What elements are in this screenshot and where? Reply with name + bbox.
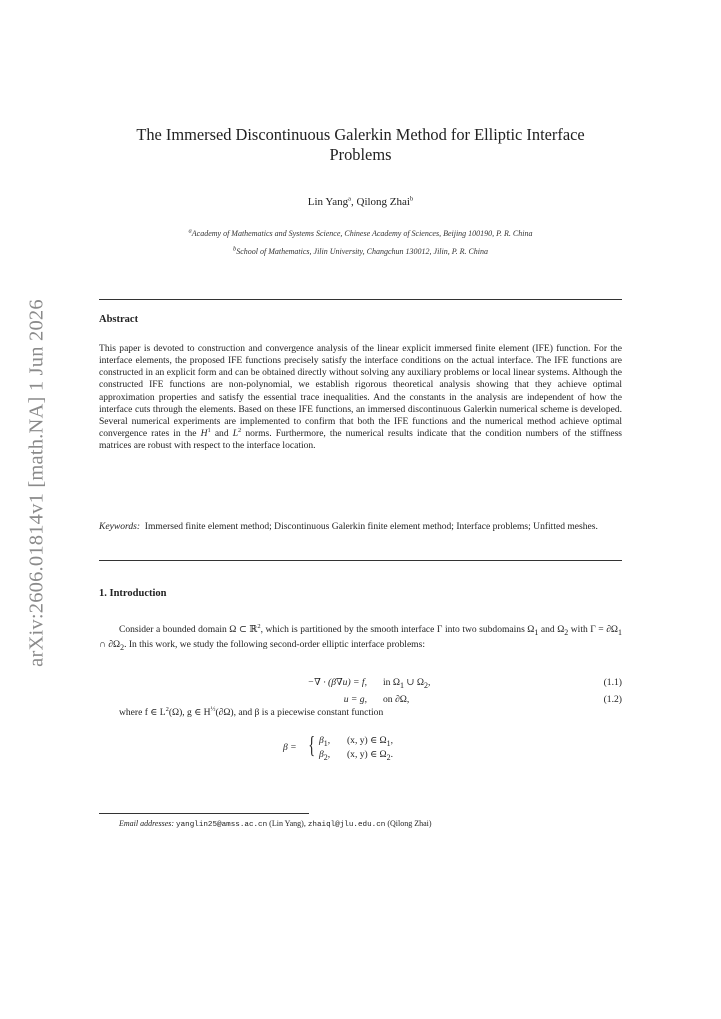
eq1-rhs-sub1: 1 [400,680,404,690]
intro-sub-3: 1 [618,627,622,637]
author-1-mark: a [348,195,351,203]
intro-text-2: , which is partitioned by the smooth interface Γ into two subdomains Ω [260,624,535,635]
eq1-rhs-c: , [427,677,431,688]
arxiv-sidebar-stamp [22,290,52,675]
beta-r2-cond: (x, y) ∈ Ω [347,749,387,760]
where-line [119,707,383,718]
intro-text-1: Consider a bounded domain Ω ⊂ ℝ [119,624,258,635]
author-1: Lin Yang [307,196,349,208]
beta-lhs: β = [283,742,297,753]
affiliation-b-mark: b [232,245,237,253]
beta-case-1: $\beta_1$, (x, y) ∈ $\Omega_1$, [319,735,393,748]
footnote-name-2: (Qilong Zhai) [385,819,432,828]
eq2-lhs: u = g, [343,694,367,705]
abstract-body [99,343,622,452]
title-line-1: The Immersed Discontinuous Galerkin Method for Elliptic Interface [136,125,585,144]
beta-r2-val: β [319,749,324,760]
keywords [99,521,622,533]
beta-r1-cond: (x, y) ∈ Ω [347,735,387,746]
affiliation-a-text: Academy of Mathematics and Systems Science, Chinese Academy of Sciences, Beijing 100190, P. R. China [191,229,533,238]
affiliation-b-text: School of Mathematics, Jilin University, Changchun 130012, Jilin, P. R. China [236,247,489,256]
abstract-top-rule [99,299,622,300]
norm-l-sup: 2 [238,426,242,434]
eq1-lhs: −∇ · (β∇u) = f, [307,677,367,688]
where-sup1: 2 [165,705,169,713]
title-line-2: Problems [329,145,392,164]
footnote-rule [99,813,309,814]
email-link-qilong-zhai[interactable]: zhaiql@jlu.edu.cn [307,821,386,829]
beta-r1-cond-sub: 1 [386,738,391,748]
eq2-rhs: on ∂Ω, [383,694,410,705]
left-brace-symbol: { [308,733,316,759]
eq1-rhs-sub2: 2 [423,680,428,690]
intro-text-5: ∩ ∂Ω [99,639,121,651]
eq1-rhs-a: in Ω [383,677,400,688]
author-list: Lin Yang$^a$, Qilong Zhai$^b$ [307,195,414,208]
intro-text-4: with Γ = ∂Ω [568,624,619,635]
intro-sub-2: 2 [564,627,569,637]
abstract-text-a: This paper is devoted to construction and convergence analysis of the linear explicit immersed finite element (IFE) function. For the interface elements, the proposed IFE functions precisely satisfy the interface conditions on the actual interface. The IFE functions are constructed in an explicit form and can be obtained directly without solving any auxiliary problems or local linear systems. Although the constructed IFE functions are non-polynomial, we establish rigorous theoretical analysis showing that they achieve optimal approximation properties and satisfy the essential trace inequalities. And the constants in the analysis are independent of how the interface cuts through the elements. Based on these IFE functions, an immersed discontinuous Galerkin numerical scheme is developed. Several numerical experiments are implemented to confirm that both the IFE functions and the numerical method achieve optimal convergence rates in the [99,343,622,440]
section-heading-introduction: 1. Introduction [99,588,167,599]
author-2: Qilong Zhai [356,196,410,208]
affiliation-a-mark: a [188,227,192,235]
intro-sup-1: 2 [257,622,261,630]
footnote-label: Email addresses: [119,819,175,828]
affiliation-a [99,229,622,238]
affiliation-b [99,247,622,256]
intro-text-6: . In this work, we study the following second-order elliptic interface problems: [124,639,425,651]
arxiv-id-label: arXiv:2606.01814v1 [math.NA] 1 Jun 2026 [25,298,48,667]
eq2-number: (1.2) [603,694,622,705]
equation-1-2 [99,694,622,706]
abstract-and: and [210,428,233,440]
paper-title [99,125,622,165]
footnote-name-1: (Lin Yang), [267,819,308,828]
intro-sub-4: 2 [120,643,125,653]
eq1-rhs-b: ∪ Ω [404,677,424,688]
norm-l: L [232,428,239,440]
eq1-number: (1.1) [603,677,622,688]
keywords-text: Immersed finite element method; Discontinuous Galerkin finite element method; Interface problems; Unfitted meshes. [144,521,598,532]
equation-1-1 [99,677,622,689]
intro-paragraph [99,624,622,654]
where-sup2: ½ [210,705,216,713]
beta-r1-end: , [390,735,393,746]
beta-piecewise-definition [283,734,483,764]
beta-r2-cond-sub: 2 [386,752,391,762]
norm-h: H [200,428,208,440]
abstract-bottom-rule [99,560,622,561]
abstract-text-b: norms. Furthermore, the numerical results indicate that the condition numbers of the stiffness matrices are robust with respect to the interface location. [99,428,623,452]
abstract-heading: Abstract [99,314,139,325]
intro-text-3: and Ω [538,624,565,635]
where-c: (∂Ω), and β is a piecewise constant function [215,707,384,718]
beta-r2-sub: 2 [323,752,328,762]
email-link-lin-yang[interactable]: yanglin25@amss.ac.cn [176,821,268,829]
keywords-label: Keywords: [99,521,141,532]
beta-case-2: $\beta_2$, (x, y) ∈ $\Omega_2$. [319,749,393,762]
beta-r1-sub: 1 [323,738,328,748]
eq1-rhs [383,677,430,690]
footnote-emails [119,819,432,829]
beta-r1-val: β [319,735,324,746]
norm-h-sup: 1 [207,426,211,434]
where-b: (Ω), g ∈ H [168,707,211,718]
intro-sub-1: 1 [534,627,539,637]
where-a: where f ∈ L [119,707,166,718]
author-2-mark: b [409,195,414,203]
beta-r2-end: . [390,749,393,760]
